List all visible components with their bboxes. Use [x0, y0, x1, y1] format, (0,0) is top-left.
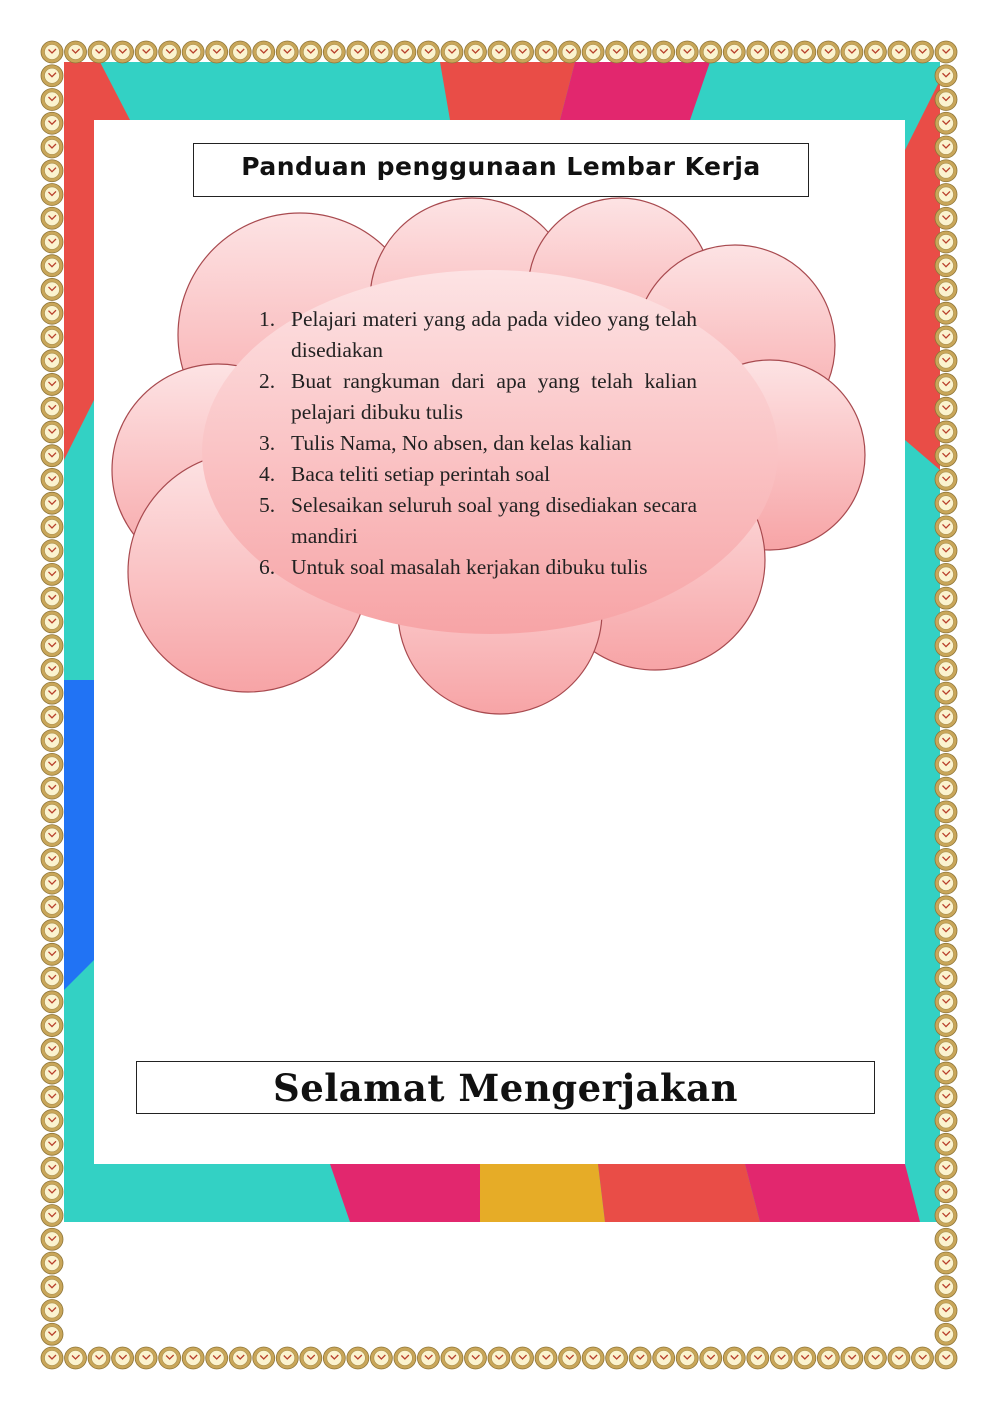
clock-icon	[935, 207, 957, 229]
clock-icon	[41, 112, 63, 134]
clock-icon	[723, 1347, 745, 1369]
clock-icon	[182, 41, 204, 63]
clock-icon	[41, 1228, 63, 1250]
list-item-number: 1.	[259, 307, 276, 331]
clock-icon	[794, 1347, 816, 1369]
clock-icon	[41, 1300, 63, 1322]
clock-icon	[65, 41, 87, 63]
clock-icon	[41, 872, 63, 894]
clock-icon	[606, 1347, 628, 1369]
clock-icon	[41, 350, 63, 372]
clock-icon	[935, 563, 957, 585]
clock-icon	[41, 967, 63, 989]
clock-icon	[41, 848, 63, 870]
clock-icon	[700, 41, 722, 63]
clock-icon	[935, 1015, 957, 1037]
clock-icon	[488, 41, 510, 63]
clock-icon	[935, 753, 957, 775]
list-item-number: 3.	[259, 431, 276, 455]
clock-icon	[676, 41, 698, 63]
clock-icon	[441, 41, 463, 63]
list-item-text: Baca teliti setiap perintah soal	[291, 462, 551, 486]
clock-icon	[935, 611, 957, 633]
clock-icon	[935, 1228, 957, 1250]
clock-icon	[935, 896, 957, 918]
clock-icon	[935, 1252, 957, 1274]
clock-icon	[559, 41, 581, 63]
clock-icon	[888, 41, 910, 63]
clock-icon	[464, 41, 486, 63]
clock-icon	[935, 183, 957, 205]
clock-icon	[41, 706, 63, 728]
clock-icon	[817, 41, 839, 63]
clock-icon	[41, 1323, 63, 1345]
clock-icon	[935, 920, 957, 942]
clock-icon	[41, 777, 63, 799]
clock-icon	[41, 326, 63, 348]
clock-icon	[582, 41, 604, 63]
clock-icon	[41, 41, 63, 63]
clock-icon	[206, 41, 228, 63]
clock-icon	[935, 41, 957, 63]
clock-icon	[935, 635, 957, 657]
clock-icon	[41, 920, 63, 942]
clock-icon	[135, 1347, 157, 1369]
clock-icon	[135, 41, 157, 63]
clock-icon	[935, 682, 957, 704]
clock-icon	[41, 1110, 63, 1132]
clock-icon	[370, 1347, 392, 1369]
clock-icon	[229, 1347, 251, 1369]
page-title: Panduan penggunaan Lembar Kerja	[241, 152, 761, 181]
clock-icon	[864, 1347, 886, 1369]
clock-icon	[394, 1347, 416, 1369]
list-item-text: Tulis Nama, No absen, dan kelas kalian	[291, 431, 632, 455]
clock-icon	[935, 991, 957, 1013]
clock-icon	[935, 1038, 957, 1060]
clock-icon	[935, 1062, 957, 1084]
clock-icon	[935, 730, 957, 752]
clock-icon	[935, 1300, 957, 1322]
clock-icon	[935, 1110, 957, 1132]
clock-icon	[41, 1133, 63, 1155]
clock-icon	[629, 1347, 651, 1369]
clock-icon	[41, 1062, 63, 1084]
clock-icon	[911, 41, 933, 63]
clock-icon	[747, 41, 769, 63]
clock-icon	[653, 41, 675, 63]
clock-icon	[935, 278, 957, 300]
clock-icon	[88, 41, 110, 63]
clock-icon	[41, 1252, 63, 1274]
clock-icon	[41, 207, 63, 229]
clock-icon	[41, 730, 63, 752]
clock-icon	[935, 967, 957, 989]
clock-icon	[41, 635, 63, 657]
clock-icon	[935, 231, 957, 253]
clock-icon	[159, 1347, 181, 1369]
clock-icon	[935, 1276, 957, 1298]
clock-icon	[535, 41, 557, 63]
clock-icon	[323, 41, 345, 63]
clock-icon	[41, 540, 63, 562]
clock-icon	[935, 421, 957, 443]
clock-icon	[41, 658, 63, 680]
clock-icon	[935, 492, 957, 514]
clock-icon	[41, 896, 63, 918]
clock-icon	[935, 445, 957, 467]
clock-icon	[606, 41, 628, 63]
clock-icon	[300, 1347, 322, 1369]
clock-icon	[935, 706, 957, 728]
clock-icon	[41, 516, 63, 538]
clock-icon	[817, 1347, 839, 1369]
clock-icon	[41, 468, 63, 490]
clock-icon	[41, 278, 63, 300]
clock-icon	[41, 160, 63, 182]
clock-icon	[935, 1323, 957, 1345]
clock-icon	[112, 1347, 134, 1369]
clock-icon	[559, 1347, 581, 1369]
clock-icon	[864, 41, 886, 63]
clock-icon	[723, 41, 745, 63]
clock-icon	[935, 1086, 957, 1108]
clock-icon	[41, 492, 63, 514]
list-item-number: 6.	[259, 555, 276, 579]
clock-icon	[935, 397, 957, 419]
clock-icon	[935, 88, 957, 110]
clock-icon	[41, 991, 63, 1013]
clock-icon	[535, 1347, 557, 1369]
clock-icon	[41, 373, 63, 395]
clock-icon	[629, 41, 651, 63]
clock-icon	[41, 1181, 63, 1203]
clock-icon	[253, 41, 275, 63]
clock-icon	[253, 1347, 275, 1369]
clock-icon	[417, 41, 439, 63]
clock-icon	[41, 1015, 63, 1037]
list-item-number: 5.	[259, 493, 276, 517]
clock-icon	[65, 1347, 87, 1369]
clock-icon	[770, 41, 792, 63]
clock-icon	[935, 825, 957, 847]
clock-icon	[935, 1205, 957, 1227]
clock-icon	[229, 41, 251, 63]
clock-icon	[300, 41, 322, 63]
clock-icon	[41, 183, 63, 205]
clock-icon	[935, 848, 957, 870]
clock-icon	[935, 587, 957, 609]
clock-icon	[441, 1347, 463, 1369]
closing-message: Selamat Mengerjakan	[272, 1066, 739, 1110]
clock-icon	[41, 397, 63, 419]
clock-icon	[41, 231, 63, 253]
clock-icon	[770, 1347, 792, 1369]
clock-icon	[41, 801, 63, 823]
clock-icon	[41, 587, 63, 609]
clock-icon	[159, 41, 181, 63]
clock-icon	[41, 1347, 63, 1369]
list-item-text: Selesaikan seluruh soal yang disediakan secara mandiri	[291, 493, 697, 548]
clock-icon	[370, 41, 392, 63]
clock-icon	[841, 41, 863, 63]
clock-icon	[41, 563, 63, 585]
clock-icon	[935, 658, 957, 680]
clock-icon	[41, 1276, 63, 1298]
clock-icon	[41, 302, 63, 324]
clock-icon	[935, 160, 957, 182]
clock-icon	[935, 801, 957, 823]
clock-icon	[935, 112, 957, 134]
list-item-number: 4.	[259, 462, 276, 486]
clock-icon	[41, 445, 63, 467]
clock-icon	[935, 540, 957, 562]
clock-icon	[935, 943, 957, 965]
clock-icon	[676, 1347, 698, 1369]
clock-icon	[935, 136, 957, 158]
list-item-number: 2.	[259, 369, 276, 393]
clock-icon	[41, 611, 63, 633]
clock-icon	[935, 516, 957, 538]
clock-icon	[41, 943, 63, 965]
clock-icon	[935, 777, 957, 799]
clock-icon	[41, 1086, 63, 1108]
clock-icon	[935, 1157, 957, 1179]
clock-icon	[841, 1347, 863, 1369]
clock-icon	[41, 421, 63, 443]
clock-icon	[935, 350, 957, 372]
clock-icon	[700, 1347, 722, 1369]
clock-icon	[935, 373, 957, 395]
clock-icon	[112, 41, 134, 63]
clock-icon	[935, 302, 957, 324]
clock-icon	[911, 1347, 933, 1369]
clock-icon	[935, 1347, 957, 1369]
clock-icon	[512, 41, 534, 63]
list-item-text: Buat rangkuman dari apa yang telah kalian pelajari dibuku tulis	[291, 369, 697, 424]
clock-icon	[935, 872, 957, 894]
clock-icon	[276, 41, 298, 63]
clock-icon	[464, 1347, 486, 1369]
list-item-text: Pelajari materi yang ada pada video yang telah disediakan	[291, 307, 697, 362]
clock-icon	[41, 88, 63, 110]
clock-icon	[653, 1347, 675, 1369]
list-item-text: Untuk soal masalah kerjakan dibuku tulis	[291, 555, 648, 579]
clock-icon	[41, 682, 63, 704]
clock-icon	[347, 41, 369, 63]
clock-icon	[512, 1347, 534, 1369]
clock-icon	[935, 255, 957, 277]
clock-icon	[323, 1347, 345, 1369]
clock-icon	[582, 1347, 604, 1369]
clock-icon	[41, 825, 63, 847]
clock-icon	[935, 1133, 957, 1155]
clock-icon	[488, 1347, 510, 1369]
clock-icon	[935, 1181, 957, 1203]
clock-icon	[206, 1347, 228, 1369]
clock-icon	[794, 41, 816, 63]
clock-icon	[417, 1347, 439, 1369]
clock-icon	[394, 41, 416, 63]
clock-icon	[935, 65, 957, 87]
clock-icon	[935, 326, 957, 348]
clock-icon	[41, 1157, 63, 1179]
clock-icon	[41, 1038, 63, 1060]
clock-icon	[41, 753, 63, 775]
clock-icon	[935, 468, 957, 490]
clock-icon	[41, 255, 63, 277]
clock-icon	[276, 1347, 298, 1369]
clock-icon	[347, 1347, 369, 1369]
clock-icon	[88, 1347, 110, 1369]
clock-icon	[41, 136, 63, 158]
clock-icon	[747, 1347, 769, 1369]
clock-icon	[41, 65, 63, 87]
clock-icon	[888, 1347, 910, 1369]
clock-icon	[182, 1347, 204, 1369]
clock-icon	[41, 1205, 63, 1227]
